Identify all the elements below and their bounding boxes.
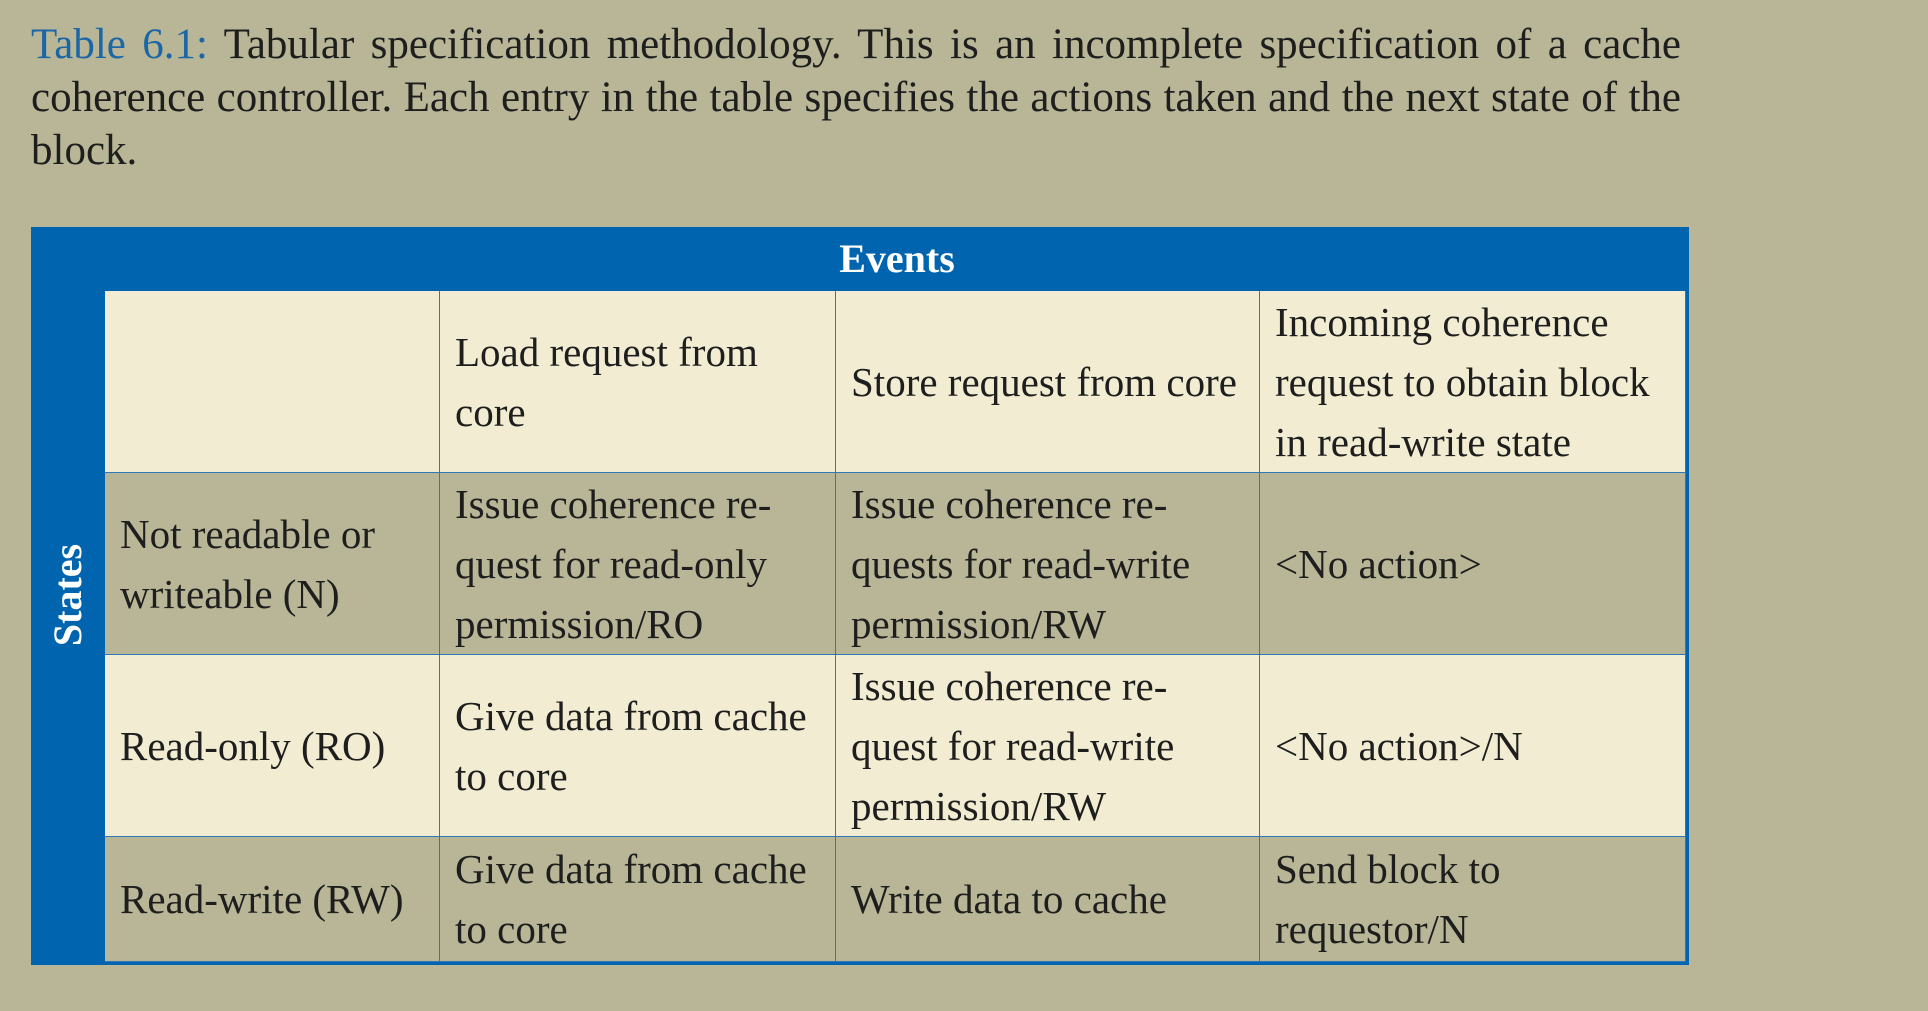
table-cell [440, 473, 836, 655]
table-cell [440, 837, 836, 962]
table-cell [836, 473, 1260, 655]
corner-cell [105, 291, 440, 473]
cell-text: Issue coherence re-quest for read-write permission/RW [851, 662, 1175, 829]
cell-text: Give data from cache to core [455, 846, 807, 952]
row-header-rw-text: Read-write (RW) [120, 876, 404, 922]
caption-text: Tabular specification methodology. This is an incomplete specification of a cache coherence controller. Each entry in the table specifies the actions taken and the next state of the block. [31, 21, 1682, 174]
table-caption [31, 18, 1681, 177]
table-grid [105, 291, 1686, 962]
table-cell [1260, 655, 1686, 837]
column-header-load-text: Load request from core [455, 328, 758, 435]
specification-table [31, 227, 1689, 965]
column-header-incoming [1260, 291, 1686, 473]
row-header-ro-text: Read-only (RO) [120, 722, 386, 769]
row-header-ro [105, 655, 440, 837]
cell-text: Write data to cache [851, 876, 1167, 922]
states-bar [31, 227, 105, 965]
table-cell [1260, 837, 1686, 962]
column-header-incoming-text: Incoming coherence request to obtain block in read-write state [1275, 298, 1650, 465]
table-cell [440, 655, 836, 837]
table-cell [836, 655, 1260, 837]
cell-text: Give data from cache to core [455, 692, 807, 799]
table-cell [1260, 473, 1686, 655]
table-cell [836, 837, 1260, 962]
row-header-rw [105, 837, 440, 962]
cell-text: <No action> [1275, 540, 1482, 587]
cell-text: Issue coherence re-quest for read-only permission/RO [455, 480, 772, 647]
cell-text: Issue coherence re-quests for read-write permission/RW [851, 480, 1191, 647]
caption-label: Table 6.1: [31, 21, 208, 68]
column-header-load [440, 291, 836, 473]
row-header-n-text: Not readable or writeable (N) [120, 510, 375, 617]
states-label: States [45, 543, 90, 647]
column-header-store [836, 291, 1260, 473]
events-header: Events [105, 227, 1689, 291]
row-header-n [105, 473, 440, 655]
cell-text: <No action>/N [1275, 722, 1523, 769]
cell-text: Send block to requestor/N [1275, 846, 1501, 952]
column-header-store-text: Store request from core [851, 358, 1237, 405]
